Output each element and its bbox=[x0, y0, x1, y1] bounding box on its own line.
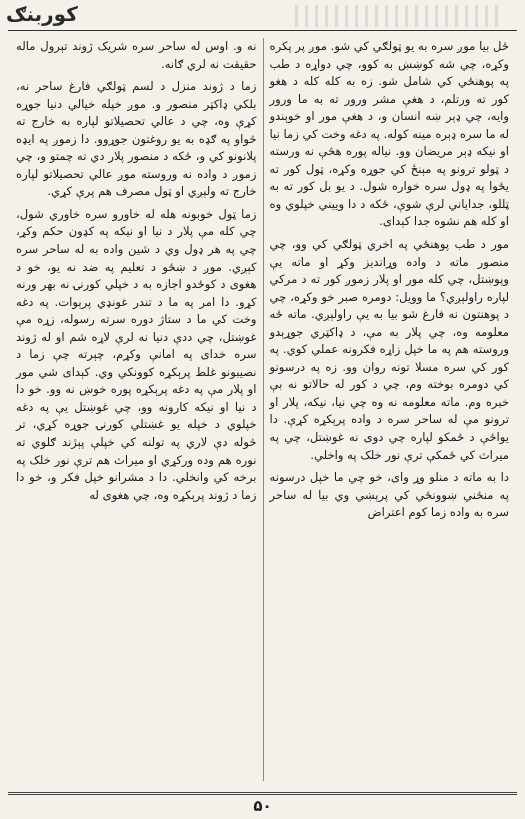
header-ornament bbox=[295, 5, 505, 27]
header-rule bbox=[8, 30, 517, 31]
footer-rule-double bbox=[8, 794, 517, 795]
page-header bbox=[0, 0, 525, 34]
magazine-title: کوربنګ bbox=[6, 2, 78, 26]
paragraph: زما ټول خوبونه هله له خاورو سره خاوري شول، چي کله مې پلار د نیا او نیکه په کډون حکم وکړ، چي په هر ډول وي د شین واده به له ساحر سره کېږي. موږ د ښځو د تعلیم په ضد نه یو، خو د هغوی د کوځدو اجازه به د خپلي کورنۍ نه بهر ورنه کړو. دا امر په ما د تندر غونډي پرېوات. په دغه وخت کي ما د ستاژ دوره سرته رسوله، زړه مې غوښتل، چي ددې دنیا نه لرې لاړه شم او له ژوند سره خدای په امانې وکړم، چېرته چې زما د نصیبونو غلط پرېکړه کوونکي وي. کېدای شي مور او پلار مې په دغه پرېکړه پوره خوښ نه وو. خو دا د نیا او نیکه کارونه وو، چي غوښتل یې په دغه خپلوي د خپله یو غښتلي کورنۍ جوړه کړي، تر څوله دې لاري په تولنه کي خپلې پېژند ګلوي ته نوره هم وده ورکړي او میراث هم ترې نور خلک په برخه کي وانخلي. دا د مشرانو خپل فکر و، خو دا زما د ژوند پرېکړه وه، چي هغوی له bbox=[16, 206, 257, 502]
paragraph: زما د ژوند منزل د لسم ټولګي فارغ ساحر نه، بلکي ډاکټر منصور و. موږ خپله خیالي دنیا جوړه کړې وه، چي د عالي تحصیلاتو لپاره به خارج ته څواو په ګډه به یو روغتون جوړوو. دا زموږ په ایډه پلانونو کي و، ځکه د منصور پلار دي ته چمتو و، چي زموږ د واده نه وروسته موږ عالي تحصیلاتو لپاره خارج ته ولېږي او ټول مصرف هم پرې کړي. bbox=[16, 79, 257, 199]
article-body bbox=[10, 38, 515, 781]
page-number: ۵۰ bbox=[253, 797, 272, 815]
right-column bbox=[263, 38, 516, 781]
paragraph: دا به ماته د منلو وړ وای، خو چي ما خپل درسونه په منځني ښوونځي کي پرېښي وي بیا له ساحر سره به واده زما کوم اعتراض bbox=[269, 470, 509, 520]
left-column bbox=[10, 38, 263, 781]
footer-rule bbox=[8, 792, 517, 793]
paragraph: ځل بیا موږ سره به یو ټولګي کي شو. موږ پر پکره وکړه، چي شه کوښښ به کوو، چي دواړه د طب په پوهنځي کي شامل شو. زه به کله کله د هغو کور ته ورتلم، د هغې مشر ورور ته به ما ورور وایه، چي ډېر ښه انسان و، د هغې مور او خوېندو له ما سره ډېره مینه کوله. په دغه وخت کي زما نیا او نیکه ډېر مریضان وو. نیاله پوره هڅې نه ورسته د ټولو ترونو په مېنځ کي جوړه وکړه، ټول کور ته یځوا په ډول سره خواره شول. د یو بل کور ته به ټللو، جدایاني لرې شوې، ځکه د دا وییني خپلوي وه او کله هم نشوه جدا کېدای. bbox=[269, 39, 509, 229]
paragraph: نه و. اوس له ساحر سره شریک ژوند تېرول ماله حقیقت نه لري ګانه. bbox=[16, 39, 257, 71]
paragraph: مور د طب پوهنځي په اخري ټولګي کي وو، چي منصور ماته د واده وړاندیز وکړ او ماته یې وپوښتل، چي کله مور او پلار زموږ کور ته د مرکي لپاره راولېږي؟ ما وویل: دومره صبر خو وکړه، چي د پوهنتون نه فارغ شو بیا به یې راولېږي. ماته ځه معلومه وه، چي پلار به مې، د ډاکټري جوړېدو وروسته هم په ما خپل زاړه فکرونه عملي کوي. په کور کي سره مسلا تونه روان وو. زه په درسونو کي دومره بوخته وم، چي د کور له حالاتو نه بې خبره وم. ماته معلومه نه وه چي نیا، نیکه، پلار او ترونو مې له ساحر سره د واده پرېکړه کړې. دا یواځې د ځمکو لپاره چي دوی نه غوښتل، چي په میراث کي ځمکې ترې نور خلک په واخلي. bbox=[269, 237, 509, 462]
